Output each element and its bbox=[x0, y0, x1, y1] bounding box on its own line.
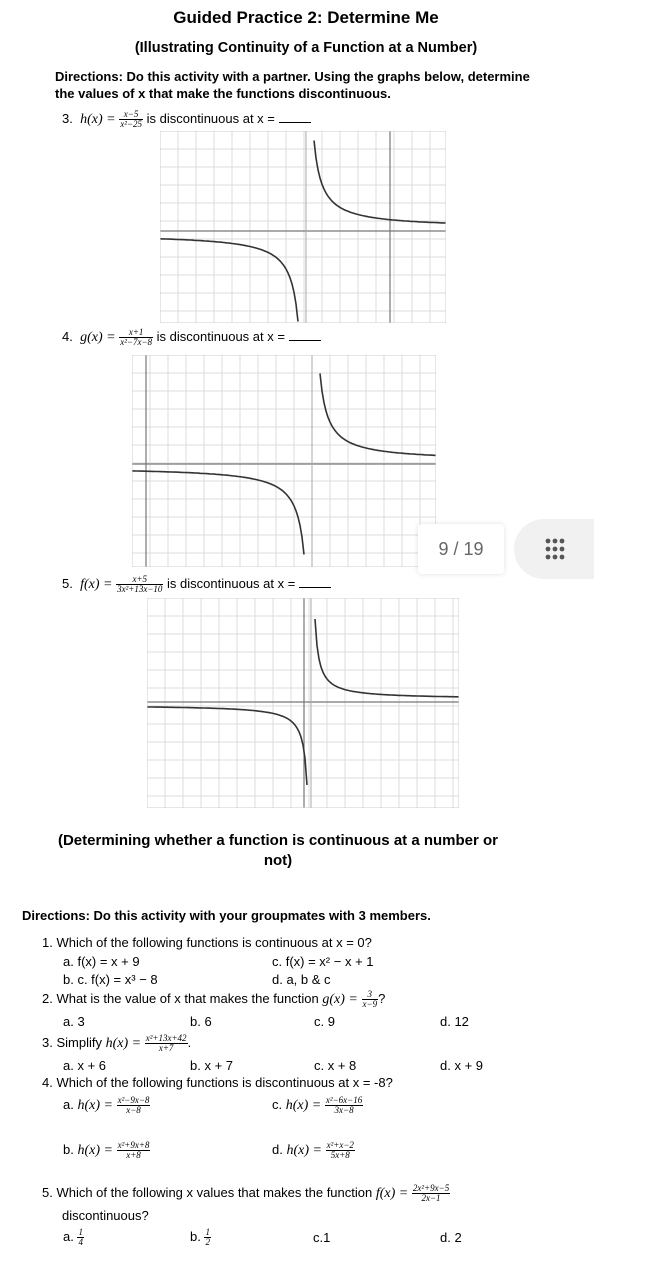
question-2-stem: 2. What is the value of x that makes the function bbox=[42, 990, 319, 1006]
function-label: h(x) = bbox=[105, 1035, 142, 1051]
directions-line-2: the values of x that make the functions discontinuous. bbox=[55, 86, 391, 101]
question-3-stem: 3. Simplify bbox=[42, 1034, 102, 1050]
option-label: c. bbox=[272, 1096, 283, 1112]
fraction: $\frac{x+1}{\text{x²−7x−8}}$ bbox=[120, 327, 153, 347]
section-2-title-line-1: (Determining whether a function is continuous at a number or bbox=[57, 832, 499, 849]
answer-blank[interactable] bbox=[289, 330, 321, 341]
graph-4 bbox=[132, 355, 436, 567]
item-text: is discontinuous at x = bbox=[146, 110, 275, 126]
q4-option-a[interactable] bbox=[63, 1096, 150, 1115]
graph-item-5 bbox=[62, 575, 331, 594]
q4-option-d[interactable] bbox=[272, 1141, 355, 1160]
question-mark: ? bbox=[378, 990, 386, 1006]
question-5 bbox=[42, 1184, 450, 1203]
q3-option-d[interactable]: d. x + 9 bbox=[440, 1058, 483, 1073]
section-2-title-line-2: not) bbox=[263, 852, 293, 869]
question-2 bbox=[42, 990, 385, 1009]
option-label: b. bbox=[190, 1228, 201, 1244]
directions-line-1: Directions: Do this activity with a partner. Using the graphs below, determine bbox=[55, 69, 530, 84]
question-5-stem: 5. Which of the following x values that makes the function bbox=[42, 1184, 373, 1200]
fraction: $\frac{1}{4}$ bbox=[78, 1227, 83, 1247]
fraction: $\frac{\text{x²+x−2}}{5x+8}$ bbox=[326, 1140, 354, 1160]
question-3 bbox=[42, 1034, 191, 1053]
q5-option-b[interactable] bbox=[190, 1228, 211, 1247]
question-5-stem-2: discontinuous? bbox=[62, 1208, 149, 1223]
item-number: 3. bbox=[62, 110, 73, 126]
q1-option-a[interactable]: a. f(x) = x + 9 bbox=[63, 954, 140, 969]
q3-option-b[interactable]: b. x + 7 bbox=[190, 1058, 233, 1073]
function-label: h(x) = bbox=[77, 1097, 113, 1113]
item-text: is discontinuous at x = bbox=[167, 575, 296, 591]
graph-item-3 bbox=[62, 110, 311, 129]
fraction: $\frac{3}{x-9}$ bbox=[362, 989, 378, 1009]
graph-5 bbox=[147, 598, 459, 808]
question-1: 1. Which of the following functions is continuous at x = 0? bbox=[42, 935, 372, 950]
function-label: h(x) = bbox=[285, 1097, 322, 1113]
page-indicator: 9 / 19 bbox=[418, 524, 504, 574]
function-label: g(x) = bbox=[80, 329, 116, 345]
option-label: b. bbox=[63, 1141, 74, 1157]
period: . bbox=[187, 1034, 192, 1050]
function-label: f(x) = bbox=[80, 576, 113, 592]
function-label: h(x) = bbox=[77, 1142, 113, 1158]
function-label: h(x) = bbox=[286, 1142, 322, 1158]
option-label: d. bbox=[272, 1141, 283, 1157]
q1-option-b[interactable]: b. c. f(x) = x³ − 8 bbox=[63, 972, 158, 987]
fraction: $\frac{1}{2}$ bbox=[205, 1227, 210, 1247]
q4-option-b[interactable] bbox=[63, 1141, 150, 1160]
q3-option-c[interactable]: c. x + 8 bbox=[314, 1058, 357, 1073]
q1-option-d[interactable]: d. a, b & c bbox=[272, 972, 331, 987]
q2-option-a[interactable]: a. 3 bbox=[63, 1014, 85, 1029]
answer-blank[interactable] bbox=[299, 577, 331, 588]
more-options-icon bbox=[543, 537, 565, 561]
q2-option-c[interactable]: c. 9 bbox=[314, 1014, 335, 1029]
q4-option-c[interactable] bbox=[272, 1096, 363, 1115]
fraction: $\frac{\text{x²−9x−8}}{x-8}$ bbox=[117, 1095, 150, 1115]
directions-2: Directions: Do this activity with your groupmates with 3 members. bbox=[22, 908, 431, 923]
fraction: $\frac{x-5}{\text{x²−25}}$ bbox=[120, 109, 142, 129]
graph-3 bbox=[160, 131, 446, 323]
q1-option-c[interactable]: c. f(x) = x² − x + 1 bbox=[272, 954, 374, 969]
page-subtitle: (Illustrating Continuity of a Function at a Number) bbox=[134, 40, 478, 56]
more-options-button[interactable] bbox=[514, 519, 594, 579]
answer-blank[interactable] bbox=[279, 112, 311, 123]
q3-option-a[interactable]: a. x + 6 bbox=[63, 1058, 106, 1073]
fraction: $\frac{\text{x²+9x+8}}{x+8}$ bbox=[117, 1140, 150, 1160]
q5-option-d[interactable]: d. 2 bbox=[440, 1230, 462, 1245]
item-number: 5. bbox=[62, 575, 73, 591]
q2-option-d[interactable]: d. 12 bbox=[440, 1014, 469, 1029]
function-label: g(x) = bbox=[322, 991, 358, 1007]
option-label: a. bbox=[63, 1096, 74, 1112]
graph-item-4 bbox=[62, 328, 321, 347]
q5-option-c[interactable]: c.1 bbox=[313, 1230, 331, 1245]
question-4: 4. Which of the following functions is discontinuous at x = -8? bbox=[42, 1075, 393, 1090]
fraction: $\frac{\text{x²+13x+42}}{x+7}$ bbox=[145, 1033, 187, 1053]
item-number: 4. bbox=[62, 328, 73, 344]
function-label: h(x) = bbox=[80, 111, 116, 127]
page-title: Guided Practice 2: Determine Me bbox=[173, 8, 439, 27]
q5-option-a[interactable] bbox=[63, 1228, 84, 1247]
fraction: $\frac{\text{2x²+9x−5}}{2x-1}$ bbox=[412, 1183, 450, 1203]
option-label: a. bbox=[63, 1228, 74, 1244]
item-text: is discontinuous at x = bbox=[156, 328, 285, 344]
fraction: $\frac{\text{x²−6x−16}}{3x-8}$ bbox=[325, 1095, 363, 1115]
q2-option-b[interactable]: b. 6 bbox=[190, 1014, 212, 1029]
function-label: f(x) = bbox=[375, 1185, 409, 1201]
fraction: $\frac{x+5}{\text{3x²+13x−10}}$ bbox=[117, 574, 163, 594]
